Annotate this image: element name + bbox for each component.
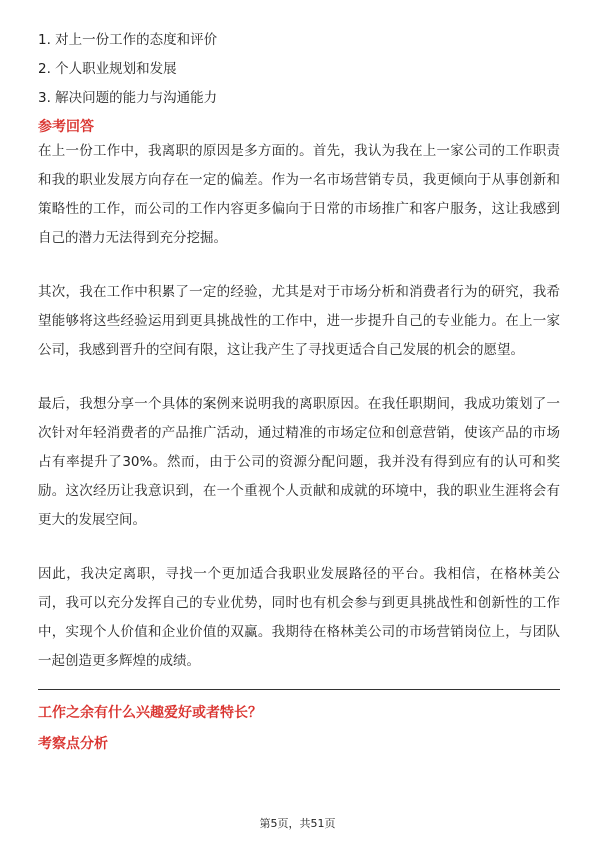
- answer-paragraph-4: 因此，我决定离职，寻找一个更加适合我职业发展路径的平台。我相信，在格林美公司，我可以充分发挥自己的专业优势，同时也有机会参与到更具挑战性和创新性的工作中，实现个人价值和企业价值的双赢。我期待在格林美公司的市场营销岗位上，与团队一起创造更多辉煌的成绩。: [38, 566, 560, 669]
- answer-heading: 参考回答: [38, 119, 94, 135]
- document-page: [38, 30, 560, 754]
- question-heading: 工作之余有什么兴趣爱好或者特长？: [38, 705, 262, 721]
- answer-paragraph-3: 最后，我想分享一个具体的案例来说明我的离职原因。在我任职期间，我成功策划了一次针对年轻消费者的产品推广活动，通过精准的市场定位和创意营销，使该产品的市场占有率提升了30%。然而，由于公司的资源分配问题，我并没有得到应有的认可和奖励。这次经历让我意识到，在一个重视个人贡献和成就的环境中，我的职业生涯将会有更大的发展空间。: [38, 396, 560, 528]
- list-item-3: 3. 解决问题的能力与沟通能力: [38, 90, 218, 106]
- answer-paragraph-1: 在上一份工作中，我离职的原因是多方面的。首先，我认为我在上一家公司的工作职责和我的职业发展方向存在一定的偏差。作为一名市场营销专员，我更倾向于从事创新和策略性的工作，而公司的工作内容更多偏向于日常的市场推广和客户服务，这让我感到自己的潜力无法得到充分挖掘。: [38, 143, 560, 246]
- list-item-2: 2. 个人职业规划和发展: [38, 61, 177, 77]
- analysis-heading: 考察点分析: [38, 736, 108, 752]
- section-divider: [38, 689, 560, 690]
- answer-paragraph-2: 其次，我在工作中积累了一定的经验，尤其是对于市场分析和消费者行为的研究，我希望能够将这些经验运用到更具挑战性的工作中，进一步提升自己的专业能力。在上一家公司，我感到晋升的空间有限，这让我产生了寻找更适合自己发展的机会的愿望。: [38, 284, 560, 358]
- page-number-footer: 第5页，共51页: [259, 817, 336, 830]
- list-item-1: 1. 对上一份工作的态度和评价: [38, 32, 218, 48]
